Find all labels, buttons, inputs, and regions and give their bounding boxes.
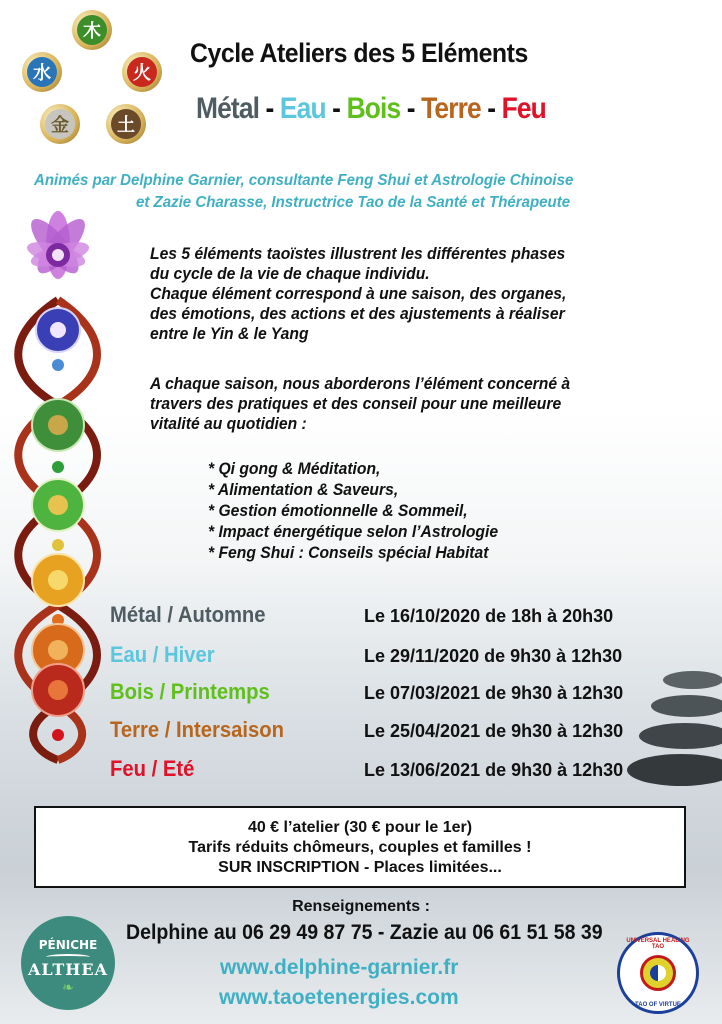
- earth-element-icon: 土: [106, 104, 146, 144]
- contact-phones: Delphine au 06 29 49 87 75 - Zazie au 06 61 51 58 39: [126, 921, 603, 944]
- yin-yang-icon: [650, 965, 666, 981]
- schedule-row: [110, 602, 710, 634]
- contact-heading: Renseignements :: [292, 898, 430, 915]
- animators-line-1: Animés par Delphine Garnier, consultante Feng Shui et Astrologie Chinoise: [34, 172, 574, 189]
- season-label: Métal / Automne: [110, 602, 266, 627]
- intro-paragraph-2: A chaque saison, nous aborderons l’élément concerné à travers des pratiques et des conseil pour une meilleure vitalité au quotidien :: [150, 375, 571, 433]
- fire-element-icon: 火: [122, 52, 162, 92]
- bagua-icon: [640, 955, 676, 991]
- animators-line-2: et Zazie Charasse, Instructrice Tao de la Santé et Thérapeute: [136, 194, 571, 211]
- leaf-icon: ❧: [62, 979, 74, 995]
- price-line: 40 € l’atelier (30 € pour le 1er): [247, 819, 473, 836]
- chakra-illustration: [0, 205, 120, 765]
- element-earth: Terre: [421, 92, 481, 125]
- intro-paragraph-1: Les 5 éléments taoïstes illustrent les différentes phases du cycle de la vie de chaque individu. Chaque élément correspond à une saison, des organes, des émotions, des actions et des ajustements à réaliser entre le Yin & le Yang: [150, 245, 567, 343]
- element-water: Eau: [279, 92, 326, 125]
- element-metal: Métal: [196, 92, 260, 125]
- universal-healing-tao-logo: UNIVERSAL HEALING TAO TAO OF VIRTUE: [617, 932, 699, 1014]
- element-wood: Bois: [346, 92, 401, 125]
- list-item: * Feng Shui : Conseils spécial Habitat: [208, 544, 489, 562]
- wood-element-icon: 木: [72, 10, 112, 50]
- water-element-icon: 水: [22, 52, 62, 92]
- peniche-althea-logo: PÉNICHE ALTHEA ❧: [21, 916, 115, 1010]
- session-date: Le 16/10/2020 de 18h à 20h30: [364, 606, 614, 626]
- list-item: * Qi gong & Méditation,: [208, 460, 381, 478]
- season-label: Feu / Eté: [110, 756, 195, 781]
- five-elements-badge: [20, 10, 170, 150]
- list-item: * Impact énergétique selon l’Astrologie: [208, 523, 499, 541]
- element-fire: Feu: [501, 92, 546, 125]
- season-label: Terre / Intersaison: [110, 717, 284, 742]
- lotus-icon: [24, 211, 93, 280]
- session-date: Le 13/06/2021 de 9h30 à 12h30: [364, 760, 624, 780]
- season-label: Eau / Hiver: [110, 642, 215, 667]
- pricing-box: [34, 806, 686, 888]
- session-date: Le 07/03/2021 de 9h30 à 12h30: [364, 683, 624, 703]
- website-link-2[interactable]: www.taoetenergies.com: [219, 986, 459, 1009]
- zen-stones-image: [615, 640, 722, 810]
- reduced-rates-line: Tarifs réduits chômeurs, couples et familles !: [188, 839, 532, 856]
- season-label: Bois / Printemps: [110, 679, 270, 704]
- elements-subtitle: Métal - Eau - Bois - Terre - Feu: [196, 92, 546, 125]
- page-title: Cycle Ateliers des 5 Eléments: [190, 38, 528, 68]
- registration-line: SUR INSCRIPTION - Places limitées...: [218, 859, 502, 876]
- topics-list: [208, 459, 498, 564]
- list-item: * Alimentation & Saveurs,: [208, 481, 399, 499]
- session-date: Le 29/11/2020 de 9h30 à 12h30: [364, 646, 623, 666]
- metal-element-icon: 金: [40, 104, 80, 144]
- session-date: Le 25/04/2021 de 9h30 à 12h30: [364, 721, 624, 741]
- list-item: * Gestion émotionnelle & Sommeil,: [208, 502, 468, 520]
- website-link-1[interactable]: www.delphine-garnier.fr: [220, 956, 459, 979]
